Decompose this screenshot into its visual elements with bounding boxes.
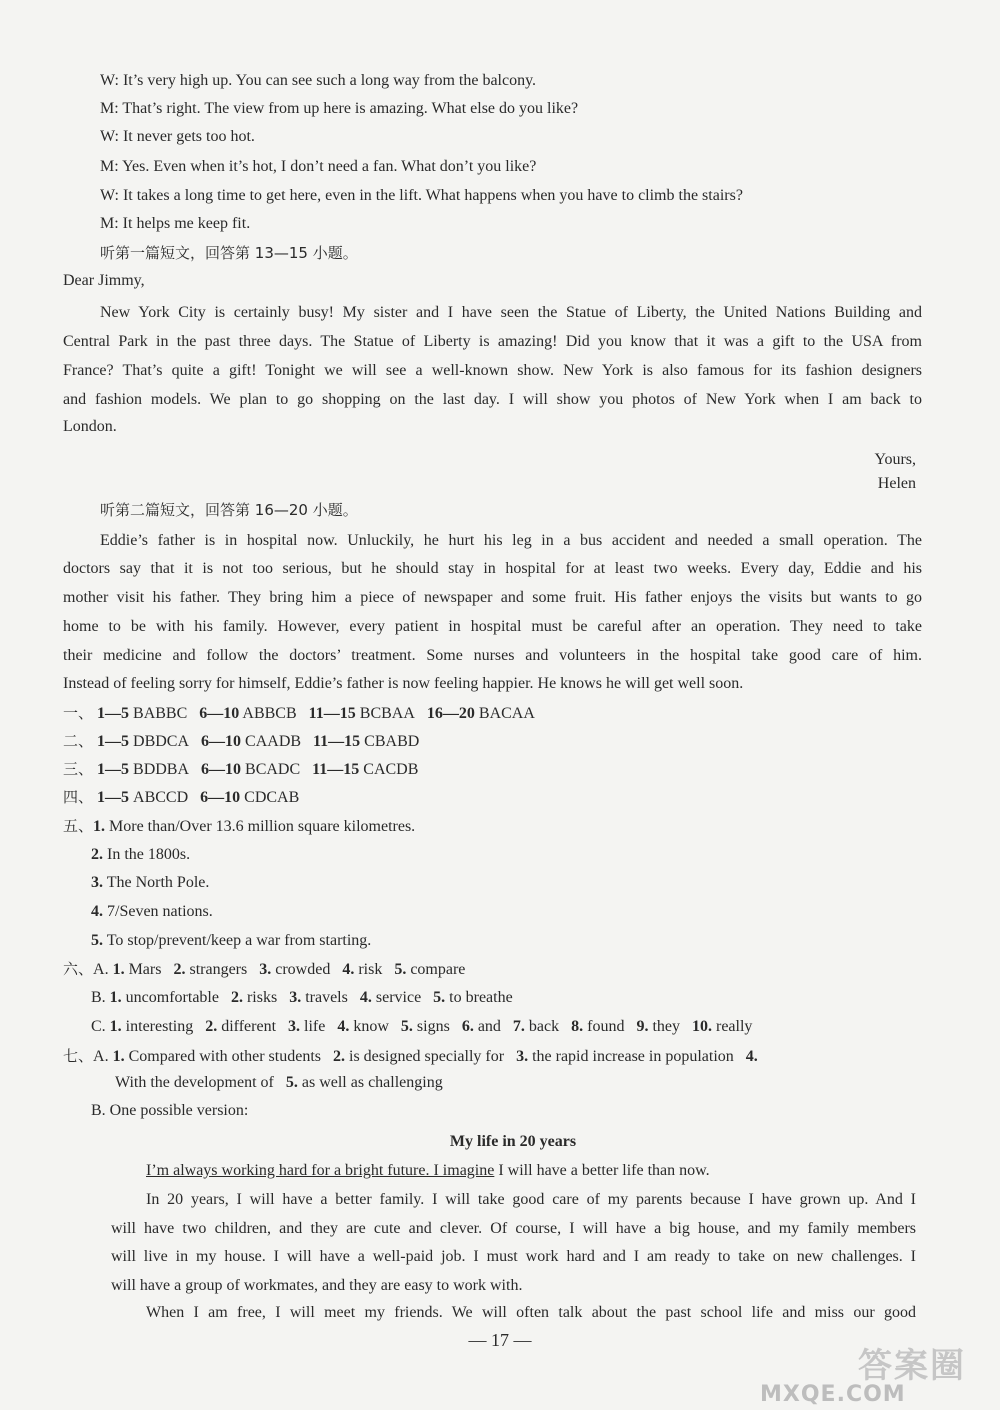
answer-section-6b: B. 1. uncomfortable 2. risks 3. travels 4. service 5. to breathe (91, 989, 513, 1006)
answer-section-5-item: 4. 7/Seven nations. (91, 903, 213, 920)
passage1-line: France? That’s quite a gift! Tonight we will see a well-known show. New York is also famous for its fashion designers (63, 362, 922, 379)
dialogue-line: M: That’s right. The view from up here is amazing. What else do you like? (100, 100, 579, 117)
essay-line: will live in my house. I will have a well-paid job. I must work hard and I am ready to take on new challenges. I (111, 1248, 916, 1265)
passage2-line: mother visit his father. They bring him a piece of newspaper and some fruit. His father enjoys the visits but wants to go (63, 589, 922, 606)
essay-line: will have two children, and they are cute and clever. Of course, I will have a big house, and my family members (111, 1220, 916, 1237)
essay-line: In 20 years, I will have a better family. I will take good care of my parents because I have grown up. And I (146, 1191, 916, 1208)
letter-closing: Yours, (874, 451, 916, 468)
dialogue-line: M: It helps me keep fit. (100, 215, 251, 232)
passage2-line: doctors say that it is not too serious, but he should stay in hospital for at least two weeks. Every day, Eddie and his (63, 560, 922, 577)
answer-section-7b-intro: B. One possible version: (91, 1102, 249, 1119)
answer-section-6a: 六、A. 1. Mars 2. strangers 3. crowded 4. risk 5. compare (63, 960, 466, 978)
passage1-line: and fashion models. We plan to go shopping on the last day. I will show you photos of New York when I am back to (63, 391, 922, 408)
answer-section-5-item: 五、1. More than/Over 13.6 million square kilometres. (63, 817, 416, 835)
essay-line: When I am free, I will meet my friends. We will often talk about the past school life and miss our good (146, 1304, 916, 1321)
answer-section-1: 一、 1—5 BABBC 6—10 ABBCB 11—15 BCBAA 16—20 BACAA (63, 704, 535, 722)
passage1-line: London. (63, 418, 117, 435)
letter-salutation: Dear Jimmy, (63, 272, 145, 289)
watermark-url: MXQE.COM (760, 1382, 906, 1407)
dialogue-line: M: Yes. Even when it’s hot, I don’t need a fan. What don’t you like? (100, 158, 537, 175)
passage1-instruction: 听第一篇短文，回答第 13—15 小题。 (100, 244, 358, 262)
passage1-line: New York City is certainly busy! My sister and I have seen the Statue of Liberty, the United Nations Building and (100, 304, 922, 321)
letter-signature: Helen (877, 475, 916, 492)
dialogue-line: W: It never gets too hot. (100, 128, 255, 145)
answer-section-2: 二、 1—5 DBDCA 6—10 CAADB 11—15 CBABD (63, 732, 420, 750)
answer-section-5-item: 5. To stop/prevent/keep a war from starting. (91, 932, 372, 949)
essay-line: will have a group of workmates, and they are easy to work with. (111, 1277, 523, 1294)
dialogue-line: W: It takes a long time to get here, even in the lift. What happens when you have to climb the stairs? (100, 187, 743, 204)
essay-line: I’m always working hard for a bright future. I imagine I will have a better life than now. (146, 1162, 710, 1179)
answer-section-5-item: 2. In the 1800s. (91, 846, 191, 863)
passage1-line: Central Park in the past three days. The Statue of Liberty is amazing! Did you know that it was a gift to the USA from (63, 333, 922, 350)
passage2-line: Instead of feeling sorry for himself, Eddie’s father is now feeling happier. He knows he will get well soon. (63, 675, 744, 692)
passage2-line: home to be with his family. However, every patient in hospital must be careful after an operation. They need to take (63, 618, 922, 635)
answer-section-7a: 七、A. 1. Compared with other students 2. is designed specially for 3. the rapid increase in population 4. (63, 1047, 758, 1065)
passage2-instruction: 听第二篇短文，回答第 16—20 小题。 (100, 501, 358, 519)
answer-section-6c: C. 1. interesting 2. different 3. life 4. know 5. signs 6. and 7. back 8. found 9. they 10. really (91, 1018, 753, 1035)
essay-title: My life in 20 years (449, 1133, 577, 1150)
answer-section-3: 三、 1—5 BDDBA 6—10 BCADC 11—15 CACDB (63, 760, 419, 778)
answer-section-4: 四、 1—5 ABCCD 6—10 CDCAB (63, 788, 300, 806)
passage2-line: Eddie’s father is in hospital now. Unluckily, he hurt his leg in a bus accident and needed a small operation. The (100, 532, 922, 549)
dialogue-line: W: It’s very high up. You can see such a long way from the balcony. (100, 72, 537, 89)
page-number: — 17 — (468, 1330, 532, 1350)
passage2-line: their medicine and follow the doctors’ treatment. Some nurses and volunteers in the hospital take good care of him. (63, 647, 922, 664)
watermark-logo: 答案圈 (858, 1346, 966, 1386)
answer-section-7a-cont: With the development of 5. as well as challenging (115, 1074, 443, 1091)
answer-section-5-item: 3. The North Pole. (91, 874, 210, 891)
